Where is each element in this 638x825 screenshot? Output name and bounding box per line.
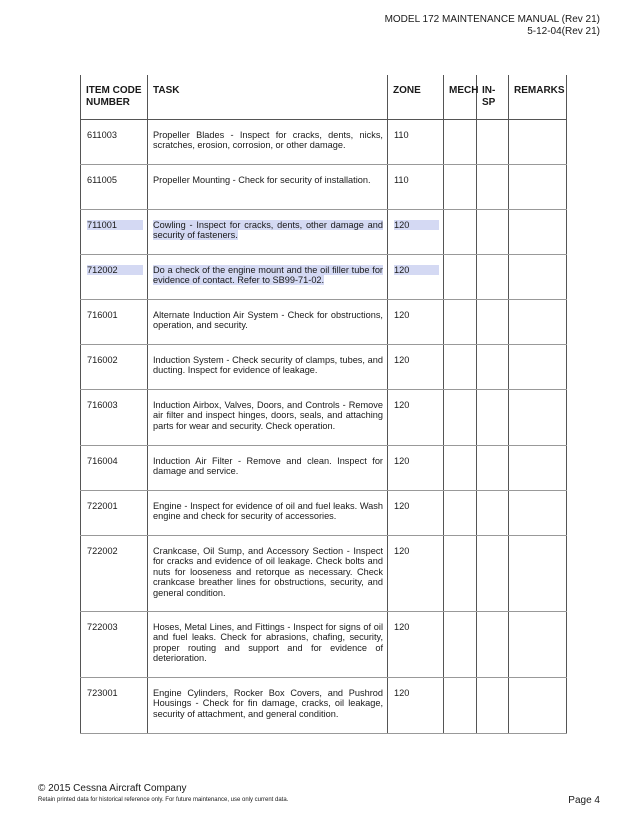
task-cell bbox=[148, 389, 388, 445]
mech-cell bbox=[444, 535, 477, 611]
task-text: Engine Cylinders, Rocker Box Covers, and Pushrod Housings - Check for fin damage, cracks, oil leakage, security of attachment, and general condition. bbox=[153, 687, 383, 719]
mech-cell bbox=[444, 254, 477, 299]
manual-header bbox=[385, 14, 600, 38]
insp-cell bbox=[477, 389, 509, 445]
table-row bbox=[81, 490, 567, 535]
item-code-cell bbox=[81, 535, 148, 611]
item-code-cell bbox=[81, 445, 148, 490]
zone-cell bbox=[388, 254, 444, 299]
item-code-text: 723001 bbox=[87, 687, 118, 698]
task-text: Propeller Mounting - Check for security of installation. bbox=[153, 174, 371, 185]
mech-cell bbox=[444, 299, 477, 344]
insp-cell bbox=[477, 677, 509, 733]
zone-cell bbox=[388, 164, 444, 209]
mech-cell bbox=[444, 164, 477, 209]
remarks-cell bbox=[509, 677, 567, 733]
task-text: Crankcase, Oil Sump, and Accessory Section - Inspect for cracks and evidence of oil leakage. Check bolts and nuts for looseness and retorque as necessary. Check crankcase breather lines for obstructions, security, and general condition. bbox=[153, 545, 383, 598]
col-insp: IN-SP bbox=[477, 75, 509, 119]
table-row bbox=[81, 119, 567, 164]
mech-cell bbox=[444, 209, 477, 254]
mech-cell bbox=[444, 677, 477, 733]
remarks-cell bbox=[509, 344, 567, 389]
insp-cell bbox=[477, 299, 509, 344]
zone-cell bbox=[388, 611, 444, 677]
item-code-text: 716001 bbox=[87, 309, 118, 320]
item-code-cell bbox=[81, 611, 148, 677]
zone-text: 110 bbox=[394, 129, 409, 140]
zone-text: 120 bbox=[394, 545, 410, 556]
zone-text: 120 bbox=[394, 687, 410, 698]
task-text: Alternate Induction Air System - Check for obstructions, operation, and security. bbox=[153, 309, 383, 331]
task-cell bbox=[148, 209, 388, 254]
item-code-text: 716003 bbox=[87, 399, 118, 410]
table-row bbox=[81, 677, 567, 733]
table-row bbox=[81, 445, 567, 490]
zone-cell bbox=[388, 344, 444, 389]
col-remarks: REMARKS bbox=[509, 75, 567, 119]
zone-text: 110 bbox=[394, 174, 409, 185]
item-code-cell bbox=[81, 389, 148, 445]
item-code-cell bbox=[81, 119, 148, 164]
task-text: Induction System - Check security of clamps, tubes, and ducting. Inspect for evidence of leakage. bbox=[153, 354, 383, 376]
task-cell bbox=[148, 677, 388, 733]
page-number: Page 4 bbox=[568, 795, 600, 806]
zone-cell bbox=[388, 490, 444, 535]
item-code-text: 611005 bbox=[87, 174, 117, 185]
table-header-row bbox=[81, 75, 567, 119]
task-cell bbox=[148, 445, 388, 490]
item-code-text: 722003 bbox=[87, 621, 118, 632]
table-row bbox=[81, 164, 567, 209]
insp-cell bbox=[477, 535, 509, 611]
item-code-cell bbox=[81, 209, 148, 254]
item-code-text: 611003 bbox=[87, 129, 117, 140]
insp-cell bbox=[477, 611, 509, 677]
item-code-text: 722002 bbox=[87, 545, 118, 556]
mech-cell bbox=[444, 389, 477, 445]
task-text: Hoses, Metal Lines, and Fittings - Inspect for signs of oil and fuel leaks. Check for abrasions, chafing, security, proper routing and support and for evidence of deterioration. bbox=[153, 621, 383, 664]
task-cell bbox=[148, 535, 388, 611]
task-text: Cowling - Inspect for cracks, dents, other damage and security of fasteners. bbox=[153, 219, 383, 241]
copyright: © 2015 Cessna Aircraft Company bbox=[38, 783, 187, 794]
task-cell bbox=[148, 611, 388, 677]
table-row bbox=[81, 209, 567, 254]
insp-cell bbox=[477, 209, 509, 254]
table-row bbox=[81, 299, 567, 344]
zone-text: 120 bbox=[394, 220, 439, 231]
task-cell bbox=[148, 344, 388, 389]
zone-text: 120 bbox=[394, 500, 410, 511]
zone-cell bbox=[388, 299, 444, 344]
task-cell bbox=[148, 299, 388, 344]
zone-cell bbox=[388, 445, 444, 490]
remarks-cell bbox=[509, 445, 567, 490]
insp-cell bbox=[477, 164, 509, 209]
zone-text: 120 bbox=[394, 265, 439, 276]
zone-cell bbox=[388, 677, 444, 733]
remarks-cell bbox=[509, 164, 567, 209]
item-code-text: 716004 bbox=[87, 455, 118, 466]
remarks-cell bbox=[509, 209, 567, 254]
task-text: Engine - Inspect for evidence of oil and fuel leaks. Wash engine and check for security of accessories. bbox=[153, 500, 383, 522]
item-code-cell bbox=[81, 490, 148, 535]
item-code-text: 711001 bbox=[87, 220, 143, 231]
task-cell bbox=[148, 164, 388, 209]
table-row bbox=[81, 535, 567, 611]
mech-cell bbox=[444, 611, 477, 677]
zone-text: 120 bbox=[394, 455, 410, 466]
insp-cell bbox=[477, 344, 509, 389]
task-cell bbox=[148, 119, 388, 164]
section-revision: 5-12-04(Rev 21) bbox=[527, 26, 600, 37]
item-code-cell bbox=[81, 254, 148, 299]
task-text: Induction Airbox, Valves, Doors, and Controls - Remove air filter and inspect hinges, doors, seals, and attaching parts for wear and security. Check operation. bbox=[153, 399, 383, 431]
zone-cell bbox=[388, 389, 444, 445]
remarks-cell bbox=[509, 611, 567, 677]
item-code-cell bbox=[81, 677, 148, 733]
task-text: Propeller Blades - Inspect for cracks, dents, nicks, scratches, erosion, corrosion, or other damage. bbox=[153, 129, 383, 151]
col-task: TASK bbox=[148, 75, 388, 119]
mech-cell bbox=[444, 119, 477, 164]
mech-cell bbox=[444, 344, 477, 389]
zone-text: 120 bbox=[394, 354, 410, 365]
remarks-cell bbox=[509, 299, 567, 344]
manual-title: MODEL 172 MAINTENANCE MANUAL (Rev 21) bbox=[384, 14, 600, 25]
item-code-text: 716002 bbox=[87, 354, 118, 365]
retention-notice: Retain printed data for historical reference only. For future maintenance, use only current data. bbox=[38, 797, 289, 803]
zone-text: 120 bbox=[394, 309, 410, 320]
zone-cell bbox=[388, 119, 444, 164]
item-code-text: 722001 bbox=[87, 500, 118, 511]
remarks-cell bbox=[509, 119, 567, 164]
col-item-code: ITEM CODE NUMBER bbox=[81, 75, 148, 119]
table-row bbox=[81, 254, 567, 299]
insp-cell bbox=[477, 119, 509, 164]
col-mech: MECH bbox=[444, 75, 477, 119]
remarks-cell bbox=[509, 254, 567, 299]
remarks-cell bbox=[509, 535, 567, 611]
item-code-cell bbox=[81, 164, 148, 209]
zone-cell bbox=[388, 535, 444, 611]
task-text: Induction Air Filter - Remove and clean. Inspect for damage and service. bbox=[153, 455, 383, 477]
mech-cell bbox=[444, 445, 477, 490]
zone-text: 120 bbox=[394, 621, 410, 632]
mech-cell bbox=[444, 490, 477, 535]
insp-cell bbox=[477, 254, 509, 299]
item-code-cell bbox=[81, 299, 148, 344]
insp-cell bbox=[477, 490, 509, 535]
col-zone: ZONE bbox=[388, 75, 444, 119]
remarks-cell bbox=[509, 389, 567, 445]
table-row bbox=[81, 611, 567, 677]
task-text: Do a check of the engine mount and the oil filler tube for evidence of contact. Refer to SB99-71-02. bbox=[153, 264, 383, 286]
table-row bbox=[81, 389, 567, 445]
item-code-cell bbox=[81, 344, 148, 389]
task-cell bbox=[148, 490, 388, 535]
remarks-cell bbox=[509, 490, 567, 535]
task-cell bbox=[148, 254, 388, 299]
inspection-table bbox=[80, 75, 567, 734]
zone-text: 120 bbox=[394, 399, 410, 410]
item-code-text: 712002 bbox=[87, 265, 143, 276]
insp-cell bbox=[477, 445, 509, 490]
table-row bbox=[81, 344, 567, 389]
zone-cell bbox=[388, 209, 444, 254]
